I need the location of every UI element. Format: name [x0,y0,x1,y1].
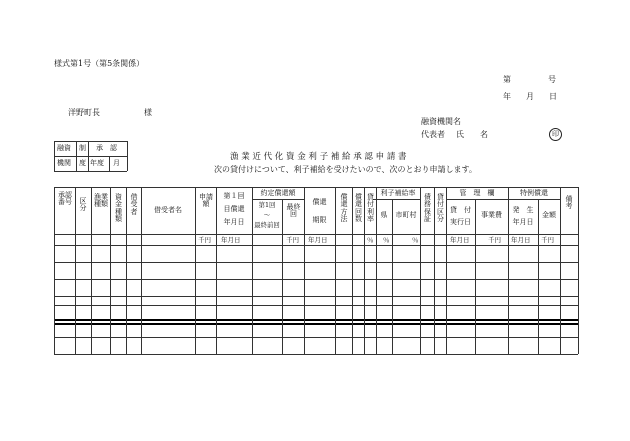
header-repay-term-2: 期限 [312,216,327,224]
numbering-go: 号 [548,75,556,84]
date-day: 日 [549,92,557,101]
numbering-dai: 第 [503,75,511,84]
addressee-title: 洋野町長 [68,108,100,117]
header-repay-method: 償還方法 [340,193,348,224]
header-management: 管 理 欄 [459,189,495,197]
approval-system-label: 制 [79,144,86,152]
unit-loan-rate: ％ [367,236,374,244]
header-occurrence-1: 発 生 [512,206,534,214]
header-debt-guarantee: 債務保証 [424,193,431,224]
header-subsidy-rate: 利子補給率 [380,189,416,197]
lender-rep-label: 代表者 [421,130,445,139]
header-fishery-type: 漁業種類 [94,193,108,209]
unit-first-repay-date: 年月日 [221,236,241,244]
approval-institution-label: 機関 [57,159,71,167]
form-number: 様式第1号（第5条関係） [54,59,145,68]
form-title: 漁 業 近 代 化 資 金 利 子 補 給 承 認 申 請 書 [230,152,407,162]
header-occurrence-2: 年月日 [512,218,534,226]
header-loan-date-2: 実行日 [450,218,471,226]
approval-lender-label: 融資 [57,144,71,152]
header-fund-type: 資金種類 [115,193,122,224]
header-first-round: 第1回 [258,201,276,209]
approval-fiscal-year-label: 年度 [90,159,104,167]
unit-amount: 千円 [541,236,554,244]
lender-name-label: 氏 名 [456,130,488,139]
header-contract-repayment: 約定償還額 [260,189,296,197]
unit-app-amount: 千円 [198,236,211,244]
seal-mark: 印 [549,128,562,141]
header-amount: 金額 [542,211,556,219]
lender-institution-label: 融資機関名 [421,117,461,126]
approval-degree-label: 度 [79,159,86,167]
unit-loan-date: 年月日 [450,236,470,244]
header-application-amount: 申請額 [199,193,213,209]
header-tilde: 〜 [263,211,271,219]
addressee-honorific: 様 [144,108,152,117]
unit-contract-repay: 千円 [286,236,299,244]
header-loan-category: 貸付区分 [437,193,444,224]
unit-project-cost: 千円 [488,236,501,244]
header-remarks: 備考 [565,195,573,211]
header-category: 区分 [79,197,87,213]
header-approval-no: 承認番号 [58,191,72,207]
header-borrower-name: 借受者名 [154,206,182,214]
unit-pref-rate: ％ [383,236,390,244]
date-year: 年 [503,92,511,101]
approval-approve-label: 承 認 [96,144,117,152]
header-special-repayment: 特例償還 [520,189,548,197]
header-municipality: 市町村 [395,211,417,219]
header-last-round: 最終回 [286,203,301,219]
header-project-cost: 事業費 [481,211,502,219]
header-first-repay-3: 年月日 [223,218,245,226]
header-before-last: 最終前回 [254,221,280,229]
header-loan-rate: 貸付利率 [367,193,374,224]
header-repay-count: 償還回数 [355,193,362,224]
header-repay-term-1: 償還 [312,198,327,206]
header-loan-date-1: 貸 付 [450,206,471,214]
header-prefecture: 県 [380,211,388,219]
header-first-repay-2: 目償還 [223,205,245,213]
approval-month-label: 月 [113,159,120,167]
unit-repay-term: 年月日 [308,236,328,244]
unit-occur-date: 年月日 [511,236,531,244]
header-first-repay-1: 第１回 [223,192,245,200]
header-borrower: 借受者 [130,193,138,216]
statement-text: 次の貸付けについて、利子補給を受けたいので、次のとおり申請します。 [214,165,477,174]
date-month: 月 [526,92,534,101]
unit-town-rate: ％ [412,236,419,244]
